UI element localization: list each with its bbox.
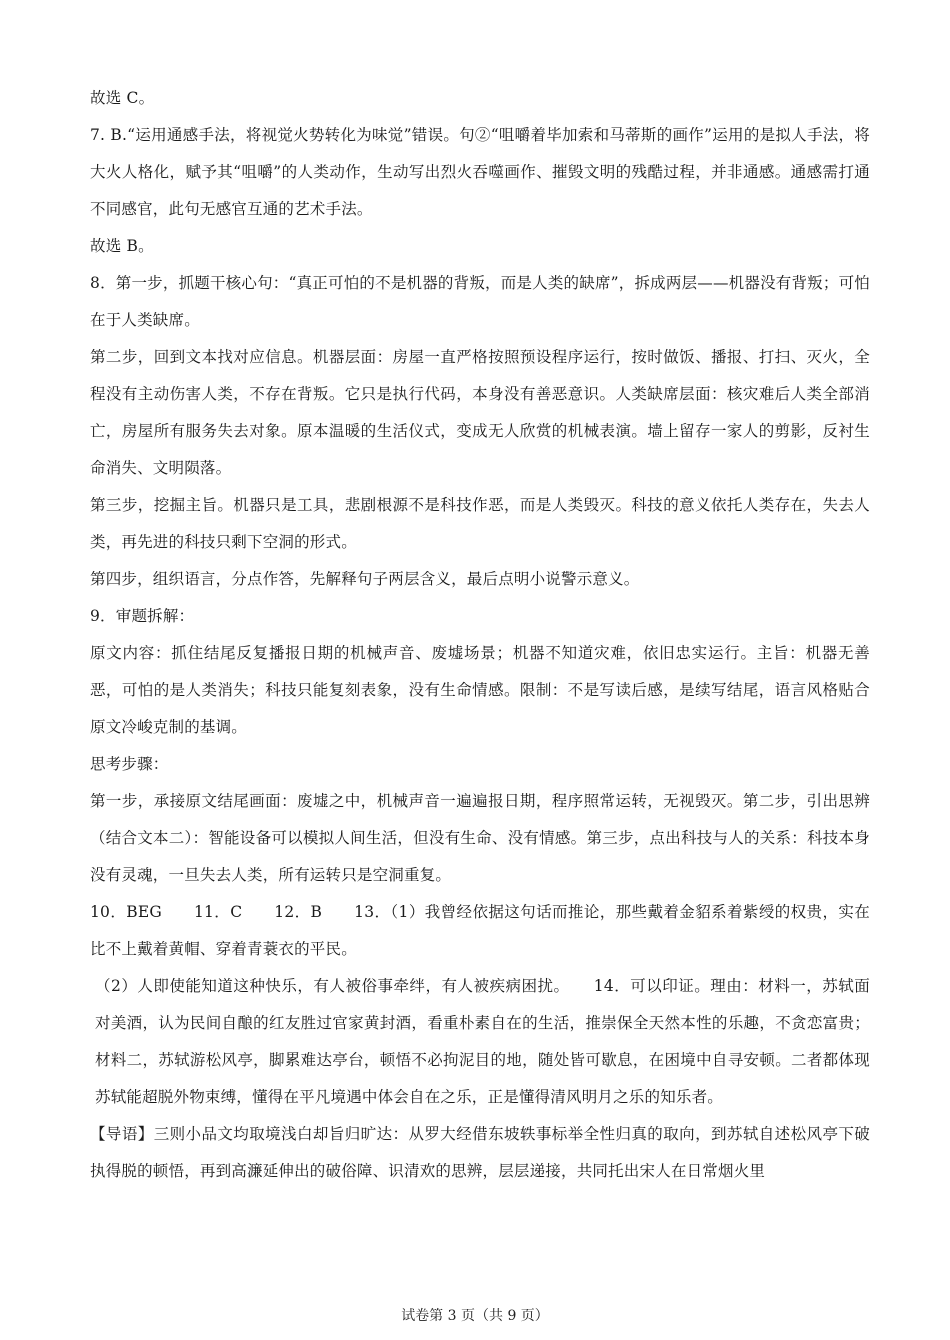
answer-line-6-conclusion: 故选 C。 xyxy=(90,89,155,107)
answer-10-13: 10．BEG 11．C 12．B 13．（1）我曾经依据这句话而推论，那些戴着金貂系着紫绶的权贵，实在比不上戴着黄帽、穿着青蓑衣的平民。 xyxy=(90,903,870,958)
answer-7-conclusion: 故选 B。 xyxy=(90,237,154,255)
answer-9-steps: 第一步，承接原文结尾画面：废墟之中，机械声音一遍遍报日期，程序照常运转，无视毁灭。第二步，引出思辨（结合文本二）：智能设备可以模拟人间生活，但没有生命、没有情感。第三步，点出科技与人的关系：科技本身没有灵魂，一旦失去人类，所有运转只是空洞重复。 xyxy=(90,792,870,884)
answer-9-heading: 9．审题拆解： xyxy=(90,607,195,625)
answer-8-step4: 第四步，组织语言，分点作答，先解释句子两层含义，最后点明小说警示意义。 xyxy=(90,570,640,588)
answer-7: 7. B.“运用通感手法，将视觉火势转化为味觉”错误。句②“咀嚼着毕加索和马蒂斯的画作”运用的是拟人手法，将大火人格化，赋予其“咀嚼”的人类动作，生动写出烈火吞噬画作、摧毁文明的残酷过程，并非通感。通感需打通不同感官，此句无感官互通的艺术手法。 xyxy=(90,126,870,218)
answer-8-step2: 第二步，回到文本找对应信息。机器层面：房屋一直严格按照预设程序运行，按时做饭、播报、打扫、灭火，全程没有主动伤害人类，不存在背叛。它只是执行代码，本身没有善恶意识。人类缺席层面：核灾难后人类全部消亡，房屋所有服务失去对象。原本温暖的生活仪式，变成无人欣赏的机械表演。墙上留存一家人的剪影，反衬生命消失、文明陨落。 xyxy=(90,348,870,477)
answer-text-block xyxy=(90,80,870,1190)
answer-9-content: 原文内容：抓住结尾反复播报日期的机械声音、废墟场景；机器不知道灾难，依旧忠实运行。主旨：机器无善恶，可怕的是人类消失；科技只能复刻表象，没有生命情感。限制：不是写读后感，是续写结尾，语言风格贴合原文冷峻克制的基调。 xyxy=(90,644,870,736)
page-footer: 试卷第 3 页（共 9 页） xyxy=(401,1308,549,1324)
answer-8-step1: 8．第一步，抓题干核心句：“真正可怕的不是机器的背叛，而是人类的缺席”，拆成两层——机器没有背叛；可怕在于人类缺席。 xyxy=(90,274,870,329)
answer-9-steps-heading: 思考步骤： xyxy=(90,755,169,773)
intro-paragraph: 【导语】三则小品文均取境浅白却旨归旷达：从罗大经借东坡轶事标举全性归真的取向，到苏轼自述松风亭下破执得脱的顿悟，再到高濂延伸出的破俗障、识清欢的思辨，层层递接，共同托出宋人在日常烟火里 xyxy=(90,1125,870,1180)
answer-13-14: （2）人即使能知道这种快乐，有人被俗事牵绊，有人被疾病困扰。 14．可以印证。理由：材料一，苏轼面对美酒，认为民间自酿的红友胜过官家黄封酒，看重朴素自在的生活，推崇保全天然本性的乐趣，不贪恋富贵；材料二，苏轼游松风亭，脚累难达亭台，顿悟不必拘泥目的地，随处皆可歇息，在困境中自寻安顿。二者都体现苏轼能超脱外物束缚，懂得在平凡境遇中体会自在之乐，正是懂得清风明月之乐的知乐者。 xyxy=(95,977,870,1106)
answer-8-step3: 第三步，挖掘主旨。机器只是工具，悲剧根源不是科技作恶，而是人类毁灭。科技的意义依托人类存在，失去人类，再先进的科技只剩下空洞的形式。 xyxy=(90,496,870,551)
